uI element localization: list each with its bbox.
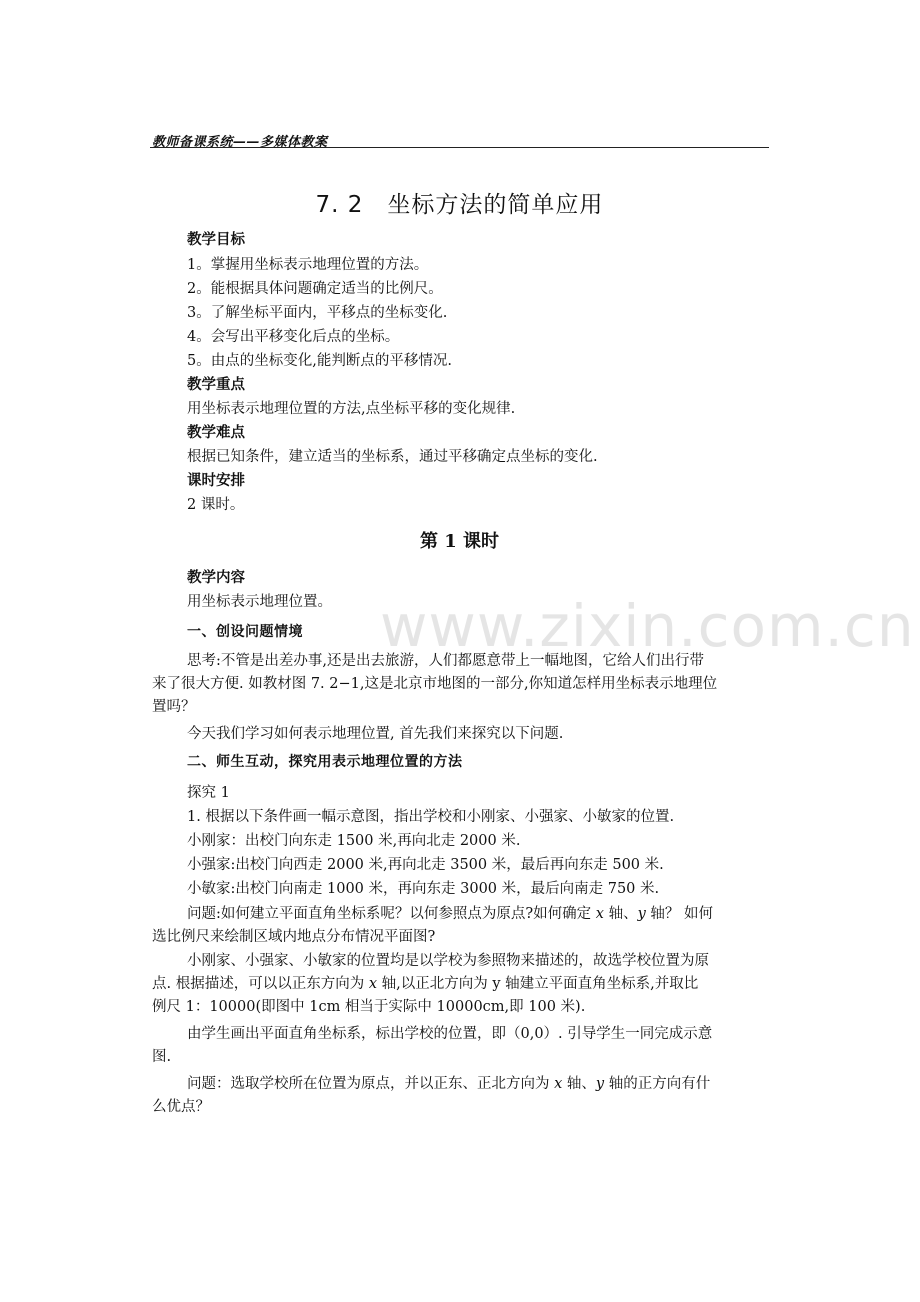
text-run: 轴、 bbox=[603, 906, 638, 922]
text-run: 点. 根据描述，可以以正东方向为 bbox=[152, 976, 369, 992]
paragraph-line: 思考:不管是出差办事,还是出去旅游，人们都愿意带上一幅地图，它给人们出行带 bbox=[187, 653, 704, 669]
explore-label: 探究 1 bbox=[187, 785, 230, 801]
key-points-text: 用坐标表示地理位置的方法,点坐标平移的变化规律. bbox=[187, 401, 516, 417]
home-description: 小强家:出校门向西走 2000 米,再向北走 3500 米，最后再向东走 500 米. bbox=[187, 857, 664, 873]
objective-item: 5。由点的坐标变化,能判断点的平移情况. bbox=[187, 353, 452, 369]
text-run: 轴？ 如何 bbox=[645, 906, 713, 922]
paragraph-line: 来了很大方便. 如教材图 7. 2−1,这是北京市地图的一部分,你知道怎样用坐标表示地理位 bbox=[152, 676, 718, 692]
answer-line bbox=[152, 972, 698, 993]
key-points-heading: 教学重点 bbox=[187, 377, 245, 393]
schedule-heading: 课时安排 bbox=[187, 473, 245, 489]
paragraph-line: 置吗？ bbox=[152, 699, 196, 715]
text-run: 问题:如何建立平面直角坐标系呢？以何参照点为原点?如何确定 bbox=[187, 906, 596, 922]
math-variable: y bbox=[595, 1076, 605, 1092]
math-variable: x bbox=[368, 976, 378, 992]
content-heading: 教学内容 bbox=[187, 570, 245, 586]
home-description: 小刚家：出校门向东走 1500 米,再向北走 2000 米. bbox=[187, 833, 521, 849]
task-text: 1. 根据以下条件画一幅示意图，指出学校和小刚家、小强家、小敏家的位置. bbox=[187, 809, 675, 825]
section-heading: 二、师生互动，探究用表示地理位置的方法 bbox=[187, 754, 463, 770]
objective-item: 3。了解坐标平面内，平移点的坐标变化. bbox=[187, 305, 448, 321]
objective-item: 2。能根据具体问题确定适当的比例尺。 bbox=[187, 281, 443, 297]
guide-line: 图. bbox=[152, 1049, 172, 1065]
math-variable: y bbox=[637, 906, 646, 922]
math-variable: x bbox=[595, 906, 604, 922]
text-run: 轴、 bbox=[562, 1076, 596, 1092]
question-line bbox=[187, 902, 713, 923]
lesson-title: 第 1 课时 bbox=[419, 531, 500, 552]
schedule-text: 2 课时。 bbox=[187, 497, 245, 513]
objective-item: 4。会写出平移变化后点的坐标。 bbox=[187, 329, 400, 345]
running-header: 教师备课系统——多媒体教案 bbox=[152, 135, 328, 150]
question-line: 选比例尺来绘制区域内地点分布情况平面图? bbox=[152, 929, 436, 945]
question-line: 么优点？ bbox=[152, 1099, 210, 1115]
text-run: 问题：选取学校所在位置为原点，并以正东、正北方向为 bbox=[187, 1076, 555, 1092]
text-run: 轴,以正北方向为 y 轴建立平面直角坐标系,并取比 bbox=[377, 976, 699, 992]
content-text: 用坐标表示地理位置。 bbox=[187, 594, 332, 610]
objective-item: 1。掌握用坐标表示地理位置的方法。 bbox=[187, 257, 429, 273]
math-variable: x bbox=[554, 1076, 563, 1092]
text-run: 轴的正方向有什 bbox=[604, 1076, 711, 1092]
answer-line: 例尺 1：10000(即图中 1cm 相当于实际中 10000cm,即 100 米). bbox=[152, 999, 586, 1015]
guide-line: 由学生画出平面直角坐标系，标出学校的位置，即（0,0）. 引导学生一同完成示意 bbox=[187, 1026, 713, 1042]
home-description: 小敏家:出校门向南走 1000 米，再向东走 3000 米，最后向南走 750 米. bbox=[187, 881, 660, 897]
question-line bbox=[187, 1072, 710, 1093]
header-rule bbox=[150, 147, 769, 148]
difficulties-heading: 教学难点 bbox=[187, 425, 245, 441]
answer-line: 小刚家、小强家、小敏家的位置均是以学校为参照物来描述的，故选学校位置为原 bbox=[187, 953, 709, 969]
watermark: www.zixin.com.cn bbox=[380, 592, 915, 660]
difficulties-text: 根据已知条件，建立适当的坐标系，通过平移确定点坐标的变化. bbox=[187, 449, 598, 465]
page-title: 7. 2 坐标方法的简单应用 bbox=[315, 192, 604, 218]
section-heading: 一、创设问题情境 bbox=[187, 624, 303, 640]
objectives-heading: 教学目标 bbox=[187, 232, 245, 248]
paragraph-line: 今天我们学习如何表示地理位置, 首先我们来探究以下问题. bbox=[187, 726, 564, 742]
